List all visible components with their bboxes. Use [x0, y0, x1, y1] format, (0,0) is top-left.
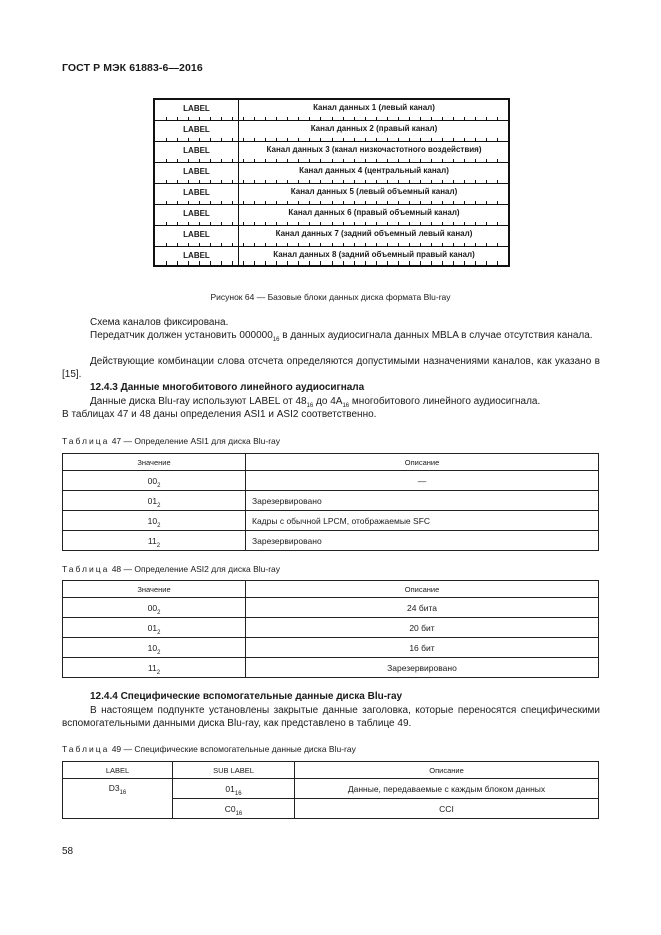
- figure-row-label: LABEL: [155, 226, 239, 247]
- figure-row-channel: Канал данных 4 (центральный канал): [299, 166, 449, 175]
- table-49: [62, 761, 599, 819]
- document-header: ГОСТ Р МЭК 61883-6—2016: [62, 62, 203, 74]
- figure-caption: Рисунок 64 — Базовые блоки данных диска формата Blu-ray: [210, 292, 451, 302]
- figure-row: [155, 163, 508, 184]
- table-49-caption: Таблица 49 — Специфические вспомогательные данные диска Blu-ray: [62, 744, 356, 754]
- figure-row-label: LABEL: [155, 163, 239, 184]
- figure-row-channel: Канал данных 5 (левый объемный канал): [290, 187, 458, 196]
- figure-row: [155, 184, 508, 205]
- figure-row-channel: Канал данных 1 (левый канал): [313, 103, 435, 112]
- paragraph: В таблицах 47 и 48 даны определения ASI1 и ASI2 соответственно.: [62, 409, 377, 420]
- table-row: $01_2$ 20 бит: [63, 618, 599, 638]
- table-header: Значение: [63, 454, 246, 471]
- table-header: SUB LABEL: [173, 762, 295, 779]
- figure-row-label: LABEL: [155, 205, 239, 226]
- table-row: $00_2$ —: [63, 471, 599, 491]
- table-row: $10_2$ Кадры с обычной LPCM, отображаемые SFC: [63, 511, 599, 531]
- table-header: Описание: [246, 454, 599, 471]
- figure-row: [155, 142, 508, 163]
- table-row: $00_2$ 24 бита: [63, 598, 599, 618]
- table-row: $10_2$ 16 бит: [63, 638, 599, 658]
- page-number: 58: [62, 846, 74, 857]
- table-header: LABEL: [63, 762, 173, 779]
- paragraph: Схема каналов фиксирована.: [90, 317, 229, 328]
- paragraph: Передатчик должен установить $000000_{16}$ в данных аудиосигнала данных MBLA в случае отсутствия канала.: [90, 330, 593, 343]
- table-row: $01_2$ Зарезервировано: [63, 491, 599, 511]
- table-row: $D3_{16}$ $01_{16}$ Данные, передаваемые с каждым блоком данных: [63, 779, 599, 799]
- table-row: $11_2$ Зарезервировано: [63, 658, 599, 678]
- figure-row-label: LABEL: [155, 142, 239, 163]
- table-47-caption: Таблица 47 — Определение ASI1 для диска Blu-ray: [62, 436, 281, 446]
- section-heading: 12.4.4 Специфические вспомогательные данные диска Blu-ray: [90, 691, 403, 702]
- figure-row-label: LABEL: [155, 184, 239, 205]
- table-header: Значение: [63, 581, 246, 598]
- table-row: $11_2$ Зарезервировано: [63, 531, 599, 551]
- figure-row: [155, 121, 508, 142]
- paragraph: Действующие комбинации слова отсчета определяются допустимыми назначениями каналов, как указано в [15].: [62, 356, 600, 380]
- table-header: Описание: [246, 581, 599, 598]
- figure-row: [155, 247, 508, 265]
- figure-64-data-blocks: [153, 98, 510, 267]
- table-48: [62, 580, 599, 678]
- figure-row-channel: Канал данных 7 (задний объемный левый канал): [275, 229, 473, 238]
- figure-row-label: LABEL: [155, 247, 239, 265]
- table-row: $C0_{16}$ CCI: [63, 799, 599, 819]
- figure-row: [155, 226, 508, 247]
- section-heading: 12.4.3 Данные многобитового линейного аудиосигнала: [90, 382, 365, 393]
- table-47: [62, 453, 599, 551]
- figure-row: [155, 100, 508, 121]
- figure-row-channel: Канал данных 2 (правый канал): [310, 124, 438, 133]
- table-header: Описание: [295, 762, 599, 779]
- figure-row-label: LABEL: [155, 100, 239, 121]
- figure-row-channel: Канал данных 8 (задний объемный правый канал): [273, 250, 475, 259]
- figure-row: [155, 205, 508, 226]
- paragraph: Данные диска Blu-ray используют LABEL от $48_{16}$ до $4A_{16}$ многобитового линейного аудиосигнала.: [90, 396, 541, 409]
- figure-row-channel: Канал данных 6 (правый объемный канал): [288, 208, 460, 217]
- figure-row-label: LABEL: [155, 121, 239, 142]
- paragraph: В настоящем подпункте установлены закрытые данные заголовка, которые переносятся специфическими вспомогательными данными диска Blu-ray, как представлено в таблице 49.: [62, 705, 600, 729]
- figure-row-channel: Канал данных 3 (канал низкочастотного воздействия): [266, 145, 482, 154]
- table-48-caption: Таблица 48 — Определение ASI2 для диска Blu-ray: [62, 564, 281, 574]
